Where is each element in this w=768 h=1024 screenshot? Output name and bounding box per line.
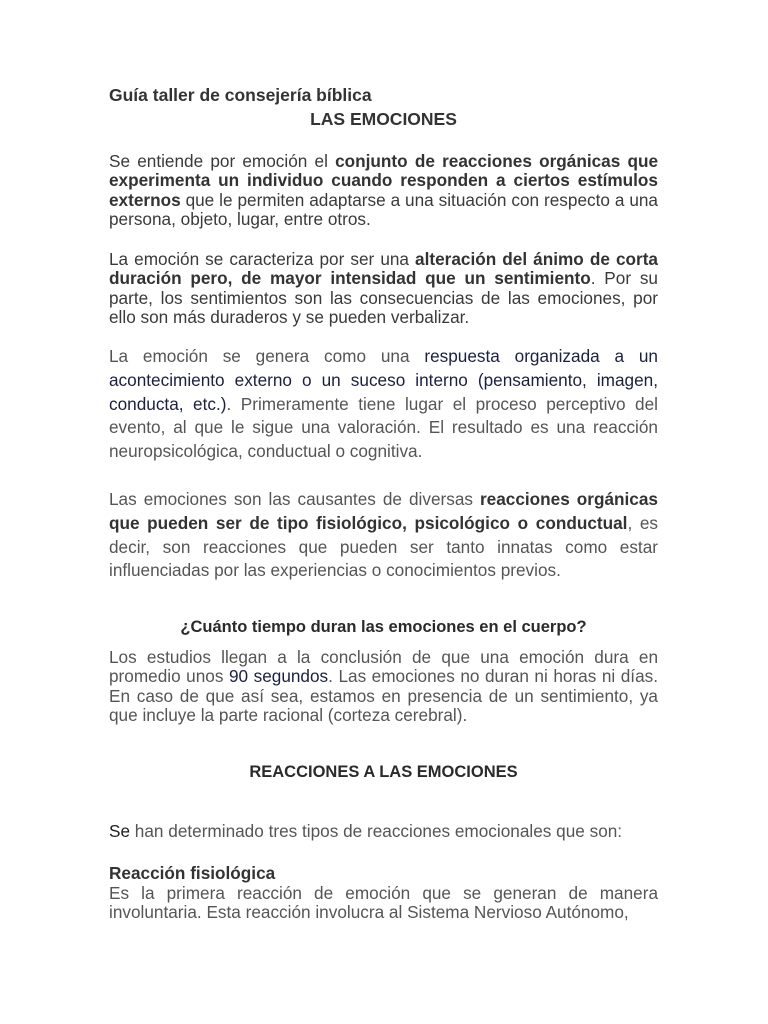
paragraph-types-rest: han determinado tres tipos de reacciones emocionales que son:: [130, 821, 623, 841]
paragraph-characteristics-intro: La emoción se caracteriza por ser una: [109, 249, 416, 269]
paragraph-characteristics: [109, 250, 658, 328]
paragraph-duration-rest: . Las emociones no duran ni horas ni días. En caso de que así sea, estamos en presencia de un sentimiento, ya que incluye la parte racional (corteza cerebral).: [109, 666, 658, 726]
document-title: Guía taller de consejería bíblica: [109, 85, 372, 105]
section-heading: REACCIONES A LAS EMOCIONES: [249, 763, 518, 781]
document-subtitle: LAS EMOCIONES: [310, 109, 457, 129]
paragraph-causes-emphasis: reacciones orgánicas que pueden ser de tipo fisiológico, psicológico o conductual: [109, 489, 658, 533]
paragraph-definition-rest: que le permiten adaptarse a una situación con respecto a una persona, objeto, lugar, entre otros.: [109, 189, 658, 230]
subheading-physiological: Reacción fisiológica: [109, 863, 276, 883]
paragraph-generation-intro: La emoción se genera como una: [109, 346, 425, 366]
paragraph-generation-emphasis: respuesta organizada a un acontecimiento externo o un suceso interno (pensamiento, imagen, conducta, etc.): [109, 346, 658, 414]
paragraph-types-intro: [109, 822, 658, 841]
paragraph-causes-rest: , es decir, son reacciones que pueden ser tanto innatas como estar influenciadas por las experiencias o conocimientos previos.: [109, 512, 659, 581]
question-heading: ¿Cuánto tiempo duran las emociones en el cuerpo?: [180, 618, 587, 636]
paragraph-duration: [109, 648, 658, 726]
paragraph-definition-intro: Se entiende por emoción el: [109, 151, 336, 171]
paragraph-duration-intro: Los estudios llegan a la conclusión de que una emoción dura en promedio unos: [109, 647, 658, 687]
paragraph-generation-rest: . Primeramente tiene lugar el proceso perceptivo del evento, al que le sigue una valoración. El resultado es una reacción neuropsicológica, conductual o cognitiva.: [109, 393, 658, 462]
paragraph-types-lead: Se: [109, 821, 131, 841]
paragraph-definition: [109, 152, 658, 230]
paragraph-characteristics-emphasis: alteración del ánimo de corta duración pero, de mayor intensidad que un sentimiento: [109, 249, 658, 289]
paragraph-causes: [109, 488, 658, 583]
paragraph-causes-intro: Las emociones son las causantes de diversas: [109, 489, 480, 509]
paragraph-generation: [109, 345, 658, 464]
paragraph-definition-emphasis: conjunto de reacciones orgánicas que experimenta un individuo cuando responden a ciertos estímulos externos: [109, 151, 659, 210]
paragraph-characteristics-rest: . Por su parte, los sentimientos son las consecuencias de las emociones, por ello son más duraderos y se pueden verbalizar.: [109, 268, 658, 328]
paragraph-duration-highlight: 90 segundos: [228, 666, 329, 687]
paragraph-physiological: Es la primera reacción de emoción que se generan de manera involuntaria. Esta reacción involucra al Sistema Nervioso Autónomo,: [109, 883, 658, 923]
